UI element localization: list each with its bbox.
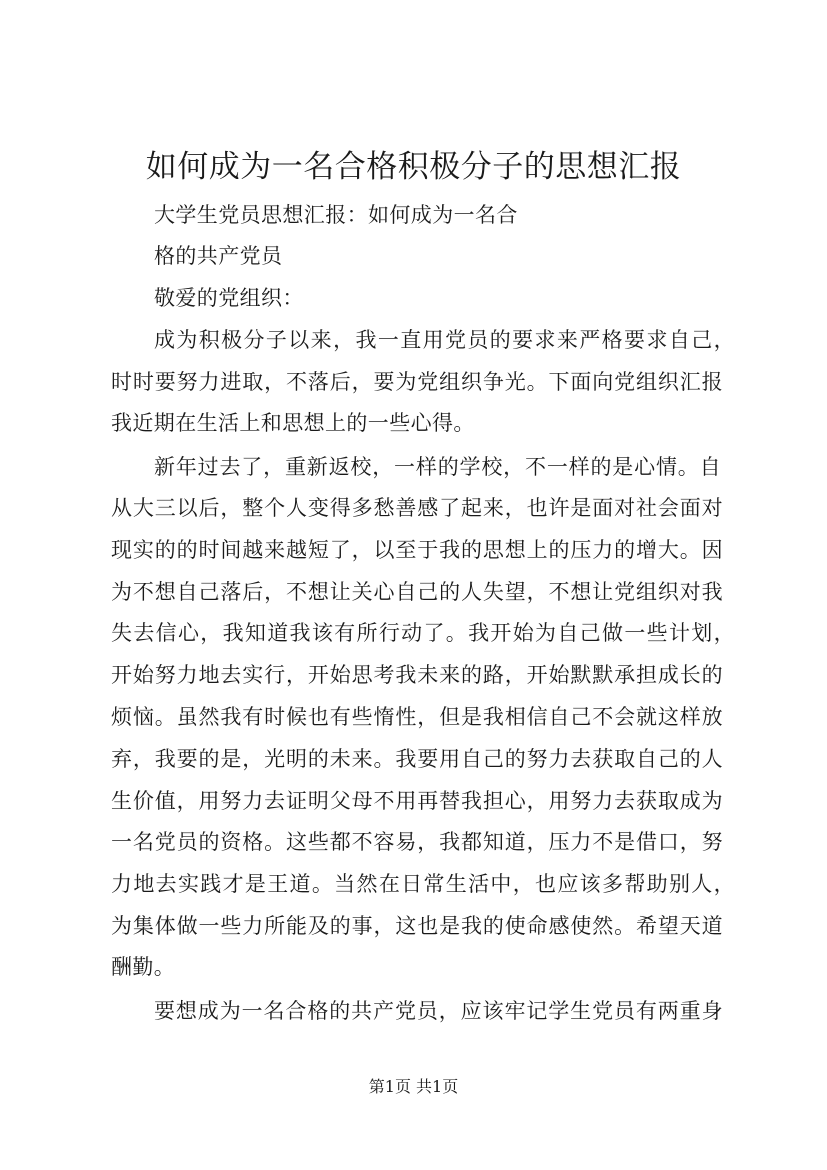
paragraph-3-line-1: 要想成为一名合格的共产党员，应该牢记学生党员有两重身 <box>154 999 723 1023</box>
paragraph-2-line-5: 失去信心，我知道我该有所行动了。我开始为自己做一些计划， <box>111 621 735 645</box>
subtitle-line-2: 格的共产党员 <box>154 244 283 268</box>
paragraph-2-line-8: 弃，我要的是，光明的未来。我要用自己的努力去获取自己的人 <box>111 747 723 771</box>
paragraph-2-line-12: 为集体做一些力所能及的事，这也是我的使命感使然。希望天道 <box>111 914 723 938</box>
paragraph-2-line-9: 生价值，用努力去证明父母不用再替我担心，用努力去获取成为 <box>111 789 723 813</box>
paragraph-2-line-2: 从大三以后，整个人变得多愁善感了起来，也许是面对社会面对 <box>111 496 723 520</box>
paragraph-1-line-2: 时时要努力进取，不落后，要为党组织争光。下面向党组织汇报 <box>111 370 723 394</box>
paragraph-1-line-3: 我近期在生活上和思想上的一些心得。 <box>111 411 475 435</box>
paragraph-2-line-3: 现实的的时间越来越短了，以至于我的思想上的压力的增大。因 <box>111 538 723 562</box>
paragraph-2-line-4: 为不想自己落后，不想让关心自己的人失望，不想让党组织对我 <box>111 580 723 604</box>
salutation: 敬爱的党组织： <box>154 286 304 310</box>
page-footer: 第1页 共1页 <box>368 1077 459 1096</box>
paragraph-2-line-11: 力地去实践才是王道。当然在日常生活中，也应该多帮助别人， <box>111 872 735 896</box>
paragraph-2-line-13: 酬勤。 <box>111 955 176 979</box>
subtitle-line-1: 大学生党员思想汇报：如何成为一名合 <box>154 203 518 227</box>
paragraph-2-line-10: 一名党员的资格。这些都不容易，我都知道，压力不是借口，努 <box>111 830 723 854</box>
document-title: 如何成为一名合格积极分子的思想汇报 <box>145 149 682 185</box>
paragraph-2-line-7: 烦恼。虽然我有时候也有些惰性，但是我相信自己不会就这样放 <box>111 705 723 729</box>
paragraph-1-line-1: 成为积极分子以来，我一直用党员的要求来严格要求自己， <box>154 328 735 352</box>
paragraph-2-line-1: 新年过去了，重新返校，一样的学校，不一样的是心情。自 <box>154 455 721 479</box>
paragraph-2-line-6: 开始努力地去实行，开始思考我未来的路，开始默默承担成长的 <box>111 663 723 687</box>
